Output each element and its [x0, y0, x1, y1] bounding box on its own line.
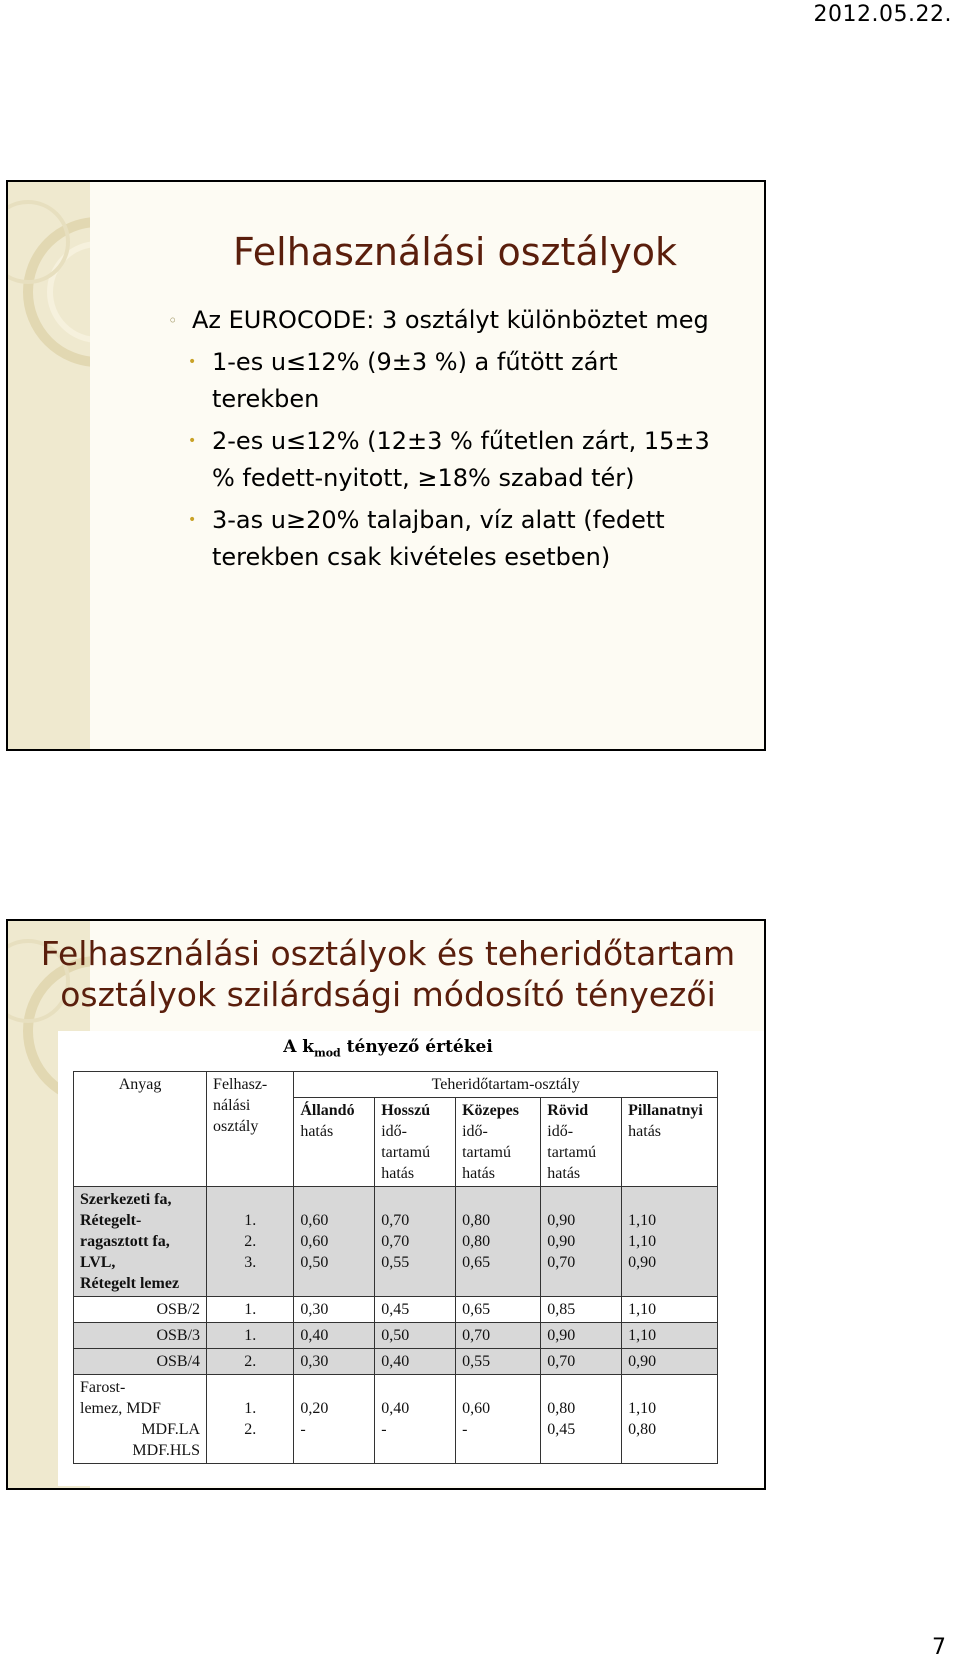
kmod-value: 0,50: [375, 1323, 456, 1349]
cell-class: 2.: [207, 1349, 294, 1375]
kmod-value: 0,55: [456, 1349, 541, 1375]
kmod-value: 0,50: [300, 1254, 329, 1271]
kmod-value: 0,70: [381, 1212, 410, 1229]
table-scan: [58, 1031, 766, 1486]
cell-values: [294, 1187, 375, 1297]
kmod-value: 0,80: [628, 1421, 657, 1438]
sub-bullet-text: 3-as u≥20% talajban, víz alatt (fedett terekben csak kivételes esetben): [212, 506, 665, 571]
caption-pre: A k: [283, 1037, 315, 1057]
kmod-value: 0,90: [547, 1212, 576, 1229]
kmod-value: 0,55: [381, 1254, 410, 1271]
slide-body: [168, 302, 728, 576]
slide-title-line: Felhasználási osztályok és teheridőtartam: [40, 934, 736, 973]
header-line: hatás: [300, 1123, 334, 1140]
kmod-value: 0,60: [300, 1212, 329, 1229]
kmod-value: 0,70: [381, 1233, 410, 1250]
header-felhasznalasi: [207, 1072, 294, 1187]
material-line: Rétegelt-: [80, 1212, 142, 1229]
cell-class: 1.: [207, 1323, 294, 1349]
kmod-value: -: [300, 1421, 306, 1438]
kmod-value: 0,60: [300, 1233, 329, 1250]
sub-bullet: [168, 423, 728, 497]
kmod-value: 1,10: [622, 1323, 718, 1349]
header-line: Felhasz-: [213, 1076, 268, 1093]
header-line: tartamú: [547, 1144, 597, 1161]
material-line: MDF.LA: [141, 1421, 201, 1438]
header-allando: [294, 1098, 375, 1187]
kmod-value: 0,90: [628, 1254, 657, 1271]
header-line: idő-: [547, 1123, 574, 1140]
header-rovid: [541, 1098, 622, 1187]
material-line: lemez, MDF: [80, 1400, 161, 1417]
material-line: ragasztott fa,: [80, 1233, 170, 1250]
kmod-value: -: [462, 1421, 468, 1438]
cell-values: [541, 1187, 622, 1297]
kmod-value: 0,65: [456, 1297, 541, 1323]
sub-bullet-text: 1-es u≤12% (9±3 %) a fűtött zárt terekben: [212, 348, 618, 413]
kmod-value: 0,80: [462, 1233, 491, 1250]
table-row-szerkezeti: [74, 1187, 718, 1297]
header-line: Állandó: [300, 1102, 355, 1119]
header-line: tartamú: [462, 1144, 511, 1161]
kmod-value: 0,45: [547, 1421, 576, 1438]
kmod-value: 0,30: [294, 1297, 375, 1323]
circle-bullet-icon: ◦: [168, 311, 178, 330]
cell-values: [456, 1187, 541, 1297]
slide-title: [8, 933, 766, 1015]
header-line: nálási: [213, 1097, 251, 1114]
decorative-swirl: [8, 182, 90, 751]
bullet-main-text: Az EUROCODE: 3 osztályt különböztet meg: [192, 306, 709, 334]
slide-title-line: osztályok szilárdsági módosító tényezői: [60, 975, 716, 1014]
slide-title: Felhasználási osztályok: [233, 230, 677, 274]
sub-bullet-text: 2-es u≤12% (12±3 % fűtetlen zárt, 15±3 % fedett-nyitott, ≥18% szabad tér): [212, 427, 710, 492]
kmod-value: 0,60: [462, 1400, 491, 1417]
table-row-farost: [74, 1375, 718, 1464]
caption-post: tényező értékei: [346, 1037, 493, 1057]
class-value: 2.: [244, 1421, 257, 1438]
slide-kmod-table: [6, 919, 766, 1490]
cell-values: [375, 1187, 456, 1297]
kmod-value: 0,30: [294, 1349, 375, 1375]
header-hosszu: [375, 1098, 456, 1187]
material-line: Farost-: [80, 1379, 126, 1396]
kmod-value: 0,85: [541, 1297, 622, 1323]
cell-classes: [207, 1187, 294, 1297]
cell-material: [74, 1187, 207, 1297]
table-row-osb2: [74, 1297, 718, 1323]
kmod-value: -: [381, 1421, 387, 1438]
kmod-value: 0,80: [462, 1212, 491, 1229]
table-caption: [58, 1037, 718, 1059]
header-anyag: Anyag: [74, 1072, 207, 1187]
kmod-value: 0,80: [547, 1400, 576, 1417]
header-line: hatás: [628, 1123, 662, 1140]
cell-values: [622, 1187, 718, 1297]
cell-material: [74, 1375, 207, 1464]
kmod-value: 0,40: [381, 1400, 410, 1417]
header-line: idő-: [462, 1123, 488, 1140]
material-line: Rétegelt lemez: [80, 1275, 180, 1292]
dot-bullet-icon: •: [188, 354, 197, 370]
kmod-value: 0,65: [462, 1254, 491, 1271]
kmod-value: 1,10: [628, 1400, 657, 1417]
class-value: 1.: [244, 1212, 257, 1229]
kmod-value: 1,10: [628, 1212, 657, 1229]
header-date: 2012.05.22.: [813, 2, 952, 27]
cell-values: [456, 1375, 541, 1464]
caption-sub: mod: [314, 1046, 341, 1060]
header-line: Pillanatnyi: [628, 1102, 703, 1119]
header-line: osztály: [213, 1118, 259, 1135]
header-line: hatás: [547, 1165, 581, 1182]
table-row-osb4: [74, 1349, 718, 1375]
cell-class: 1.: [207, 1297, 294, 1323]
header-line: hatás: [381, 1165, 415, 1182]
class-value: 3.: [244, 1254, 257, 1271]
kmod-value: 1,10: [622, 1297, 718, 1323]
dot-bullet-icon: •: [188, 512, 197, 528]
kmod-value: 0,20: [300, 1400, 329, 1417]
cell-values: [622, 1375, 718, 1464]
cell-material: OSB/2: [74, 1297, 207, 1323]
kmod-table: [73, 1071, 718, 1464]
material-line: Szerkezeti fa,: [80, 1191, 172, 1208]
kmod-value: 0,40: [294, 1323, 375, 1349]
kmod-value: 0,70: [547, 1254, 576, 1271]
slide-usage-classes: [6, 180, 766, 751]
sub-bullet: [168, 502, 728, 576]
dot-bullet-icon: •: [188, 433, 197, 449]
header-kozepes: [456, 1098, 541, 1187]
header-line: hatás: [462, 1165, 495, 1182]
kmod-value: 0,40: [375, 1349, 456, 1375]
class-value: 1.: [244, 1400, 257, 1417]
header-line: Közepes: [462, 1102, 519, 1119]
header-teheridotartam: Teheridőtartam-osztály: [294, 1072, 718, 1098]
table-row-osb3: [74, 1323, 718, 1349]
cell-values: [375, 1375, 456, 1464]
kmod-value: 0,70: [456, 1323, 541, 1349]
slide-decoration: [8, 182, 90, 749]
kmod-value: 0,90: [547, 1233, 576, 1250]
class-value: 2.: [244, 1233, 257, 1250]
cell-values: [541, 1375, 622, 1464]
header-line: Rövid: [547, 1102, 589, 1119]
material-line: MDF.HLS: [132, 1442, 201, 1459]
table-header-row: [74, 1072, 718, 1098]
bullet-main: [168, 302, 728, 339]
material-line: LVL,: [80, 1254, 116, 1271]
cell-classes: [207, 1375, 294, 1464]
header-line: idő-: [381, 1123, 407, 1140]
kmod-value: 0,70: [541, 1349, 622, 1375]
cell-material: OSB/4: [74, 1349, 207, 1375]
header-line: Hosszú: [381, 1102, 431, 1119]
kmod-value: 0,90: [622, 1349, 718, 1375]
cell-values: [294, 1375, 375, 1464]
kmod-value: 1,10: [628, 1233, 657, 1250]
cell-material: OSB/3: [74, 1323, 207, 1349]
page-number: 7: [932, 1635, 946, 1660]
header-line: tartamú: [381, 1144, 431, 1161]
sub-bullet: [168, 344, 728, 418]
kmod-value: 0,90: [541, 1323, 622, 1349]
kmod-value: 0,45: [375, 1297, 456, 1323]
header-pillanatnyi: [622, 1098, 718, 1187]
